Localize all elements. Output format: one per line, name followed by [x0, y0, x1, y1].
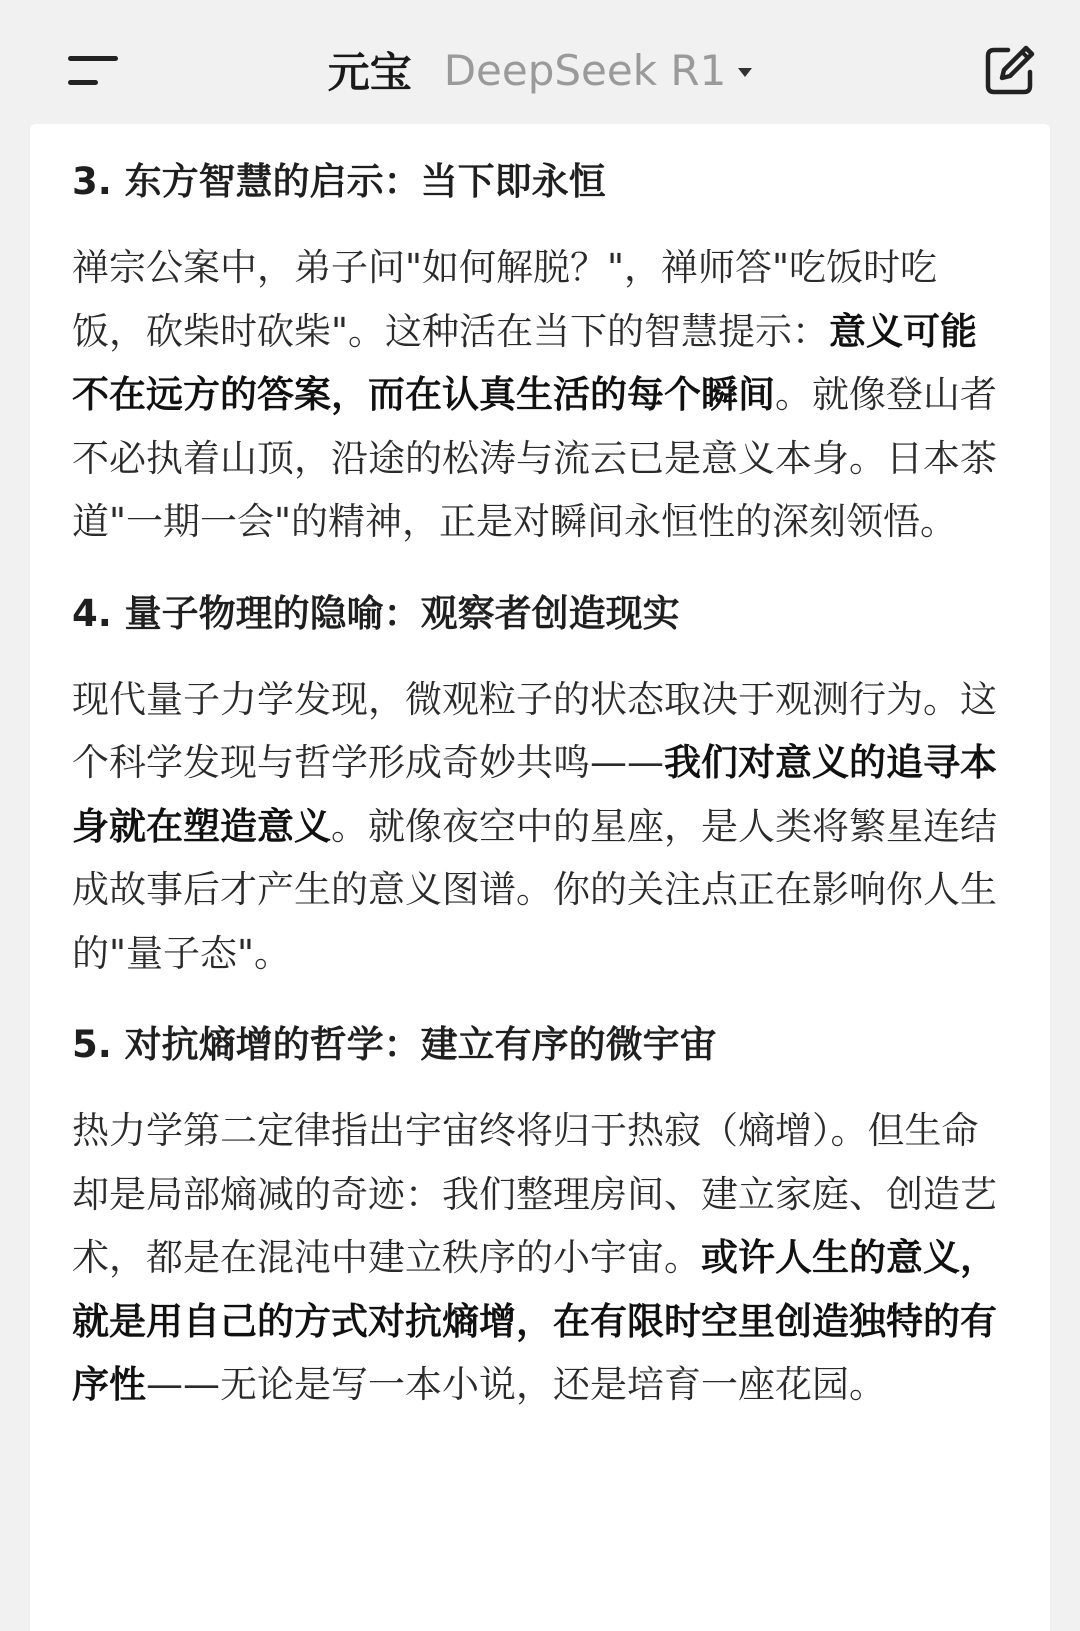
paragraph-text: 热力学第二定律指出宇宙终将归于热寂（熵增）。但生命却是局部熵减的奇迹：我们整理房间、建立家庭、创造艺术，都是在混沌中建立秩序的小宇宙。 — [72, 1109, 997, 1279]
header-title — [0, 40, 1080, 100]
new-chat-icon[interactable] — [982, 42, 1038, 98]
chat-response-area — [30, 124, 1050, 1631]
paragraph-text: ——无论是写一本小说，还是培育一座花园。 — [146, 1363, 886, 1406]
paragraph-emphasis: 意义可能不在远方的答案，而在认真生活的每个瞬间 — [72, 309, 978, 416]
section-paragraph-5 — [72, 1099, 1008, 1417]
paragraph-text: 。就像登山者不必执着山顶，沿途的松涛与流云已是意义本身。日本茶道"一期一会"的精神，正是对瞬间永恒性的深刻领悟。 — [72, 373, 997, 543]
app-name: 元宝 — [327, 48, 412, 97]
paragraph-text: 。就像夜空中的星座，是人类将繁星连结成故事后才产生的意义图谱。你的关注点正在影响你人生的"量子态"。 — [72, 804, 997, 975]
section-title-3: 3. 东方智慧的启示：当下即永恒 — [72, 160, 606, 203]
section-paragraph-3 — [72, 236, 1008, 554]
paragraph-text: 现代量子力学发现，微观粒子的状态取决于观测行为。这个科学发现与哲学形成奇妙共鸣—— — [72, 677, 997, 784]
section-title-4: 4. 量子物理的隐喻：观察者创造现实 — [72, 591, 680, 635]
paragraph-emphasis: 或许人生的意义，就是用自己的方式对抗熵增，在有限时空里创造独特的有序性 — [72, 1236, 997, 1406]
top-bar — [0, 0, 1080, 140]
section-paragraph-4 — [72, 668, 1008, 986]
section-title-5: 5. 对抗熵增的哲学：建立有序的微宇宙 — [72, 1023, 717, 1066]
model-name: DeepSeek R1 — [443, 45, 727, 95]
paragraph-emphasis: 我们对意义的追寻本身就在塑造意义 — [72, 741, 997, 848]
chevron-down-icon — [738, 68, 752, 77]
paragraph-text: 禅宗公案中，弟子问"如何解脱？"，禅师答"吃饭时吃饭，砍柴时砍柴"。这种活在当下的智慧提示： — [72, 246, 938, 353]
model-selector[interactable] — [444, 46, 753, 95]
edit-icon — [982, 42, 1038, 98]
